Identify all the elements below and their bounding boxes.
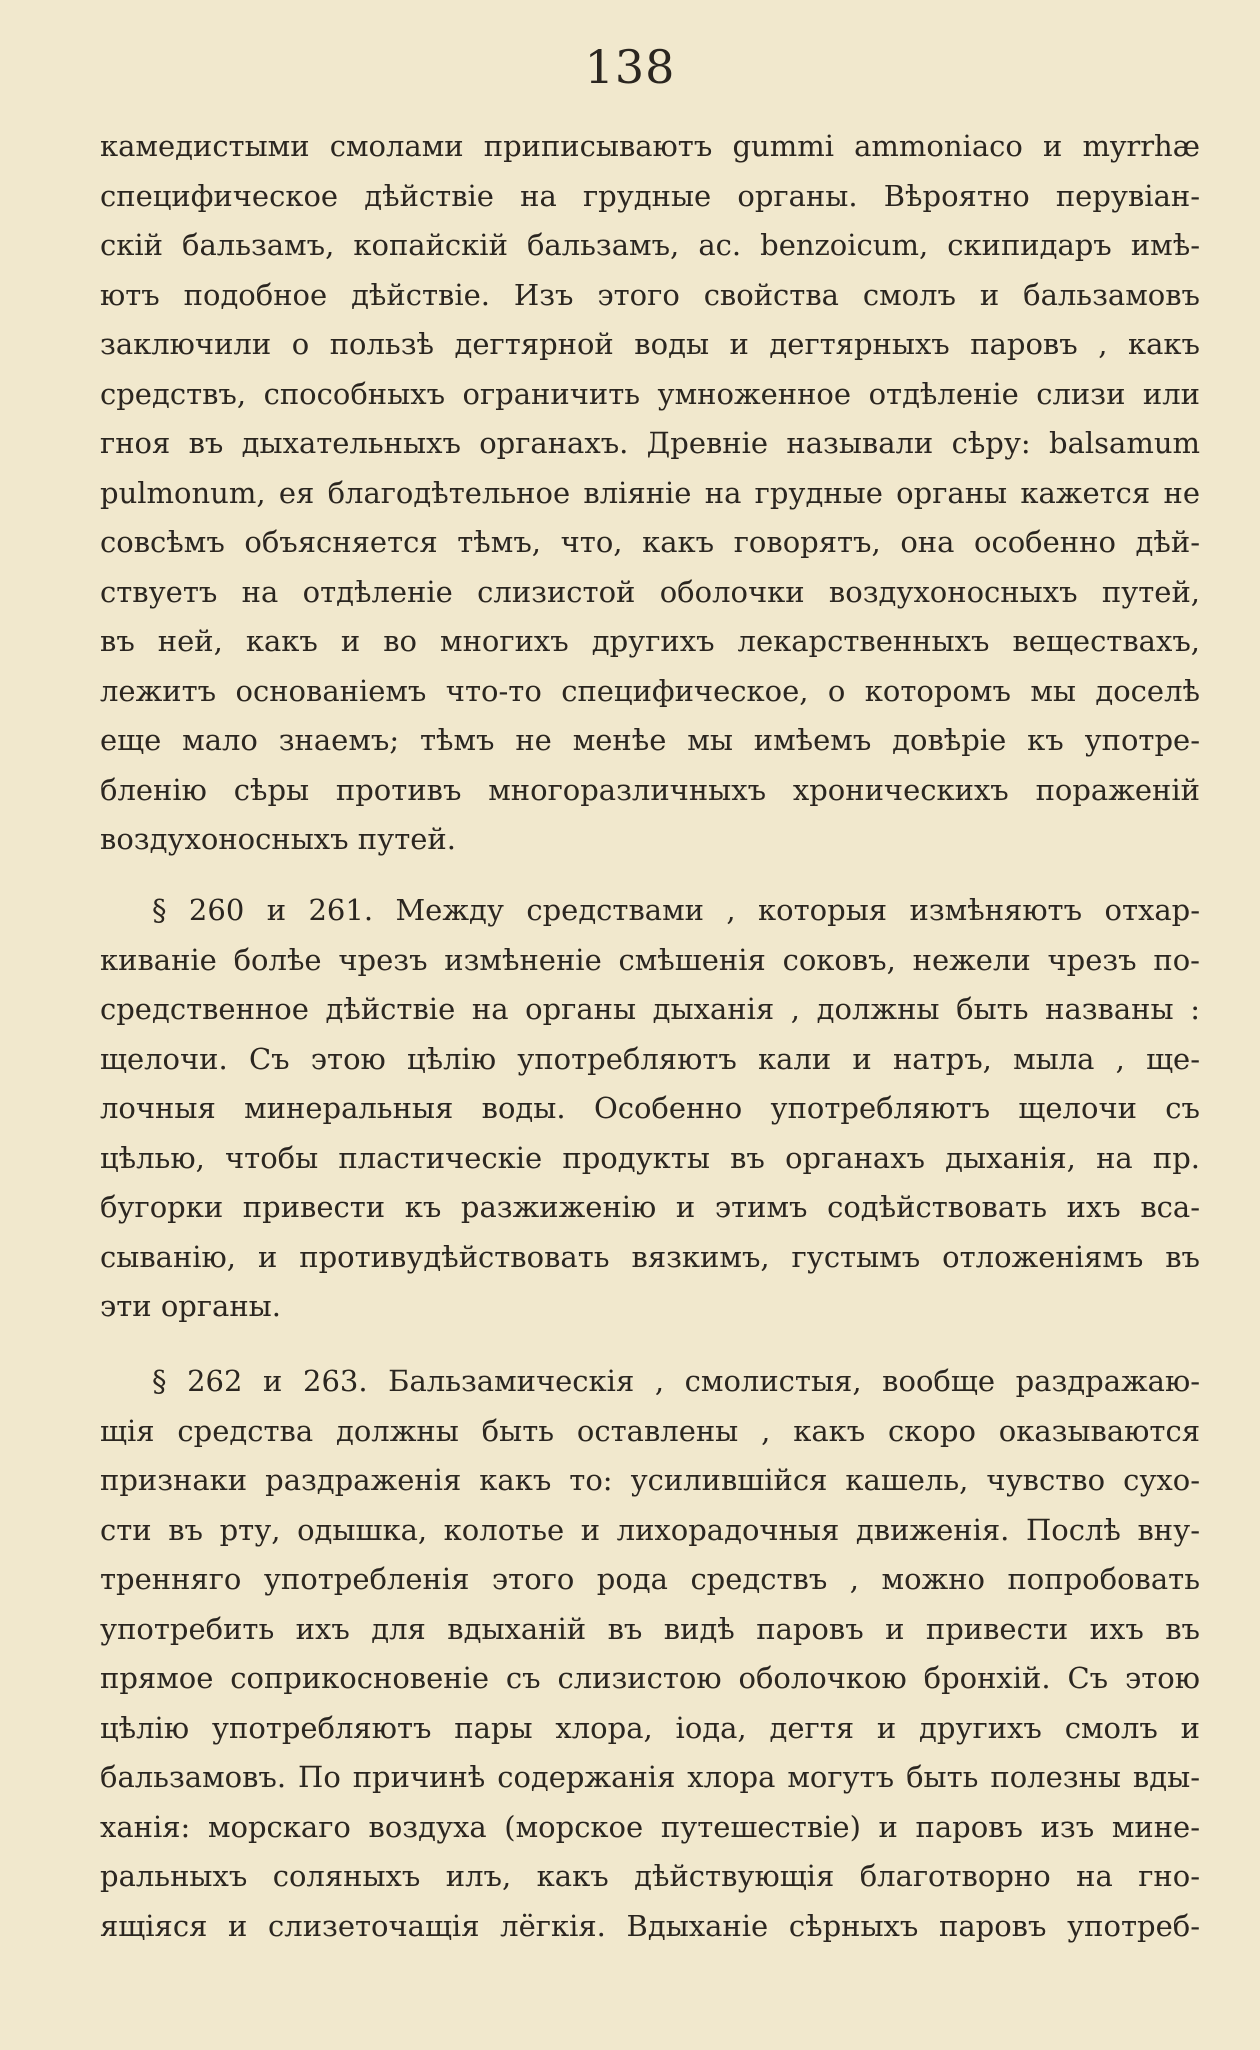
text-line: совсѣмъ объясняется тѣмъ, что, какъ говорятъ, она особенно дѣй- [100, 525, 1200, 559]
text-line: сыванію, и противудѣйствовать вязкимъ, густымъ отложеніямъ въ [100, 1239, 1200, 1274]
text-line: эти органы. [100, 1289, 281, 1323]
text-line: признаки раздраженія какъ то: усилившійся кашель, чувство сухо- [100, 1463, 1200, 1497]
text-line: ютъ подобное дѣйствіе. Изъ этого свойства смолъ и бальзамовъ [100, 277, 1200, 312]
text-line: щелочи. Съ этою цѣлію употребляютъ кали и натръ, мыла , ще- [100, 1041, 1200, 1076]
text-line: pulmonum, ея благодѣтельное вліяніе на грудные органы кажется не [100, 475, 1200, 510]
text-line: сти въ рту, одышка, колотье и лихорадочныя движенія. Послѣ вну- [100, 1512, 1200, 1547]
text-line: средствъ, способныхъ ограничить умноженное отдѣленіе слизи или [100, 376, 1200, 411]
text-line: цѣлью, чтобы пластическіе продукты въ органахъ дыханія, на пр. [100, 1140, 1200, 1175]
text-line: прямое соприкосновеніе съ слизистою оболочкою бронхій. Съ этою [100, 1661, 1200, 1695]
text-line: бленію сѣры противъ многоразличныхъ хроническихъ пораженій [100, 772, 1200, 807]
text-line: ящіяся и слизеточащія лёгкія. Вдыханіе сѣрныхъ паровъ употреб- [100, 1908, 1200, 1943]
text-line: киваніе болѣе чрезъ измѣненіе смѣшенія соковъ, нежели чрезъ по- [100, 942, 1200, 977]
page-number: 138 [584, 40, 676, 94]
paragraph-3 [100, 1357, 1200, 1951]
text-line: еще мало знаемъ; тѣмъ не менѣе мы имѣемъ довѣріе къ употре- [100, 723, 1200, 757]
text-line: специфическое дѣйствіе на грудные органы. Вѣроятно перувіан- [100, 178, 1200, 213]
text-line: тренняго употребленія этого рода средствъ , можно попробовать [100, 1562, 1200, 1596]
paragraph-2 [100, 886, 1200, 1332]
text-line: бугорки привести къ разжиженію и этимъ содѣйствовать ихъ вса- [100, 1190, 1200, 1224]
text-line: § 262 и 263. Бальзамическія , смолистыя, вообще раздражаю- [152, 1364, 1200, 1398]
text-line: въ ней, какъ и во многихъ другихъ лекарственныхъ веществахъ, [100, 624, 1200, 658]
paragraph-1 [100, 122, 1200, 865]
text-line: ханія: морскаго воздуха (морское путешествіе) и паровъ изъ мине- [100, 1809, 1200, 1844]
text-line: воздухоносныхъ путей. [100, 822, 456, 856]
text-line: скій бальзамъ, копайскій бальзамъ, ac. benzoicum, скипидаръ имѣ- [100, 228, 1200, 262]
text-line: заключили о пользѣ дегтярной воды и дегтярныхъ паровъ , какъ [100, 327, 1200, 361]
text-line: ральныхъ соляныхъ илъ, какъ дѣйствующія благотворно на гно- [100, 1859, 1200, 1893]
text-line: употребить ихъ для вдыханій въ видѣ паровъ и привести ихъ въ [100, 1611, 1200, 1646]
text-line: цѣлію употребляютъ пары хлора, іода, дегтя и другихъ смолъ и [100, 1710, 1200, 1745]
text-line: бальзамовъ. По причинѣ содержанія хлора могутъ быть полезны вды- [100, 1760, 1200, 1794]
text-line: лочныя минеральныя воды. Особенно употребляютъ щелочи съ [100, 1091, 1200, 1125]
text-line: средственное дѣйствіе на органы дыханія , должны быть названы : [100, 992, 1200, 1026]
text-line: ствуетъ на отдѣленіе слизистой оболочки воздухоносныхъ путей, [100, 574, 1200, 609]
text-line: камедистыми смолами приписываютъ gummi ammoniaco и myrrhæ [100, 129, 1200, 163]
text-line: гноя въ дыхательныхъ органахъ. Древніе называли сѣру: balsamum [100, 426, 1200, 460]
text-line: щія средства должны быть оставлены , какъ скоро оказываются [100, 1413, 1200, 1448]
text-line: лежитъ основаніемъ что-то специфическое, о которомъ мы доселѣ [100, 673, 1200, 708]
text-line: § 260 и 261. Между средствами , которыя измѣняютъ отхар- [152, 893, 1200, 927]
